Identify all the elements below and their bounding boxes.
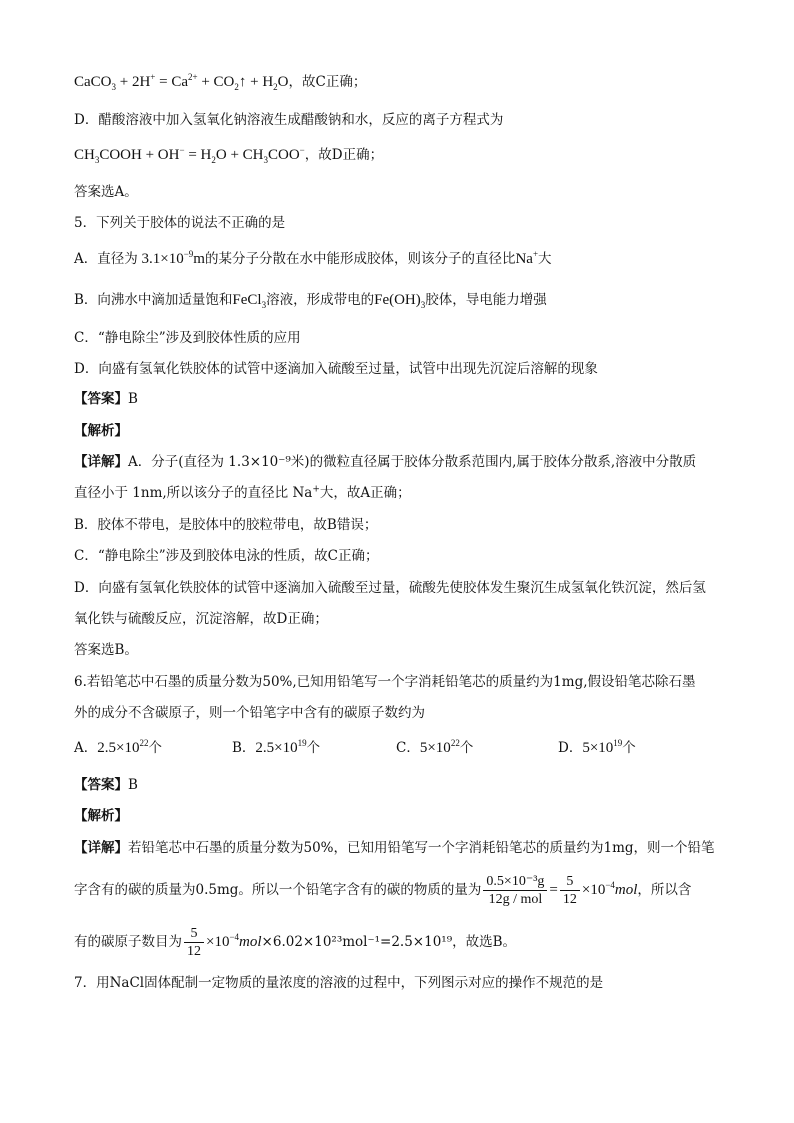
q5-answer: 【答案】B: [74, 391, 138, 407]
fraction: $\frac{5}{12}$: [560, 873, 580, 908]
q6-options: [74, 738, 734, 760]
q5-detail-6: 氧化铁与硫酸反应，沉淀溶解，故D正确；: [74, 611, 328, 627]
answer-line: 答案选A。: [74, 184, 138, 200]
question-7: 7．用NaCl固体配制一定物质的量浓度的溶液的过程中，下列图示对应的操作不规范的是: [74, 975, 604, 991]
question-5: 5．下列关于胶体的说法不正确的是: [74, 215, 286, 231]
q5-analysis-label: 【解析】: [74, 423, 128, 439]
fraction: $\frac{5}{12}$: [184, 925, 204, 960]
q5-detail-1: 【详解】A．分子(直径为 1.3×10⁻⁹米)的微粒直径属于胶体分散系范围内,属于胶体分散系,溶液中分散质: [74, 454, 697, 470]
q6-answer: 【答案】B: [74, 777, 138, 793]
q6-option-c: C．$5\times 10^{22}$个: [396, 738, 474, 756]
q6-detail-3: 有的碳原子数目为 $\frac{5}{12}$ $\times 10^{-4}mol\times 6.02\times 10^{23}mol^{-1}=2.5\times 10^{19}$，故选B。: [74, 926, 517, 959]
q5-detail-4: C．“静电除尘”涉及到胶体电泳的性质，故C正确；: [74, 548, 379, 564]
q6-detail-1: 【详解】若铅笔芯中石墨的质量分数为50%，已知用铅笔写一个字消耗铅笔芯的质量约为1mg，则一个铅笔: [74, 840, 715, 856]
q5-detail-7: 答案选B。: [74, 642, 138, 658]
q6-option-b: B．$2.5\times 10^{19}$个: [232, 738, 321, 756]
q6-option-d: D．$5\times 10^{19}$个: [558, 738, 636, 756]
q6-detail-2: 字含有的碳的质量为0.5mg。所以一个铅笔字含有的碳的物质的量为 $\frac{\text{0.5×10⁻³g}}{\text{12g / mol}}$ = $\frac{5}{12}$ $\times 10^{-4}mol$，所以含: [74, 874, 692, 907]
question-6-line-2: 外的成分不含碳原子，则一个铅笔字中含有的碳原子数约为: [74, 705, 425, 721]
q5-option-d: D．向盛有氢氧化铁胶体的试管中逐滴加入硫酸至过量，试管中出现先沉淀后溶解的现象: [74, 361, 598, 377]
q5-option-b: B．向沸水中滴加适量饱和FeCl$_3$溶液，形成带电的$Fe(OH)_3$胶体，导电能力增强: [74, 292, 547, 310]
q5-detail-2: 直径小于 1nm,所以该分子的直径比 Na+大，故A正确；: [74, 484, 411, 501]
question-6-line-1: 6.若铅笔芯中石墨的质量分数为50%,已知用铅笔写一个字消耗铅笔芯的质量约为1mg,假设铅笔芯除石墨: [74, 674, 696, 690]
text-line: D．醋酸溶液中加入氢氧化钠溶液生成醋酸钠和水，反应的离子方程式为: [74, 112, 504, 128]
equation-acetic: $CH_3COOH + OH^- = H_2O + CH_3COO^-$，故D正确；: [74, 145, 384, 165]
q5-detail-5: D．向盛有氢氧化铁胶体的试管中逐滴加入硫酸至过量，硫酸先使胶体发生聚沉生成氢氧化铁沉淀，然后氢: [74, 580, 706, 596]
q6-option-a: A．$2.5\times 10^{22}$个: [74, 738, 162, 756]
q5-option-c: C．“静电除尘”涉及到胶体性质的应用: [74, 330, 301, 346]
equation-caco3: CaCO$_3$ + $2H^+ = Ca^{2+}$ + $CO_2↑ + H_2O$，故C正确；: [74, 72, 367, 92]
q5-detail-3: B．胶体不带电，是胶体中的胶粒带电，故B错误；: [74, 517, 378, 533]
q6-analysis-label: 【解析】: [74, 808, 128, 824]
q5-option-a: A．直径为 $3.1\times 10^{-9}m$的某分子分散在水中能形成胶体，则该分子的直径比Na+大: [74, 249, 552, 267]
fraction: $\frac{\text{0.5×10⁻³g}}{\text{12g / mol}}$: [483, 873, 547, 908]
